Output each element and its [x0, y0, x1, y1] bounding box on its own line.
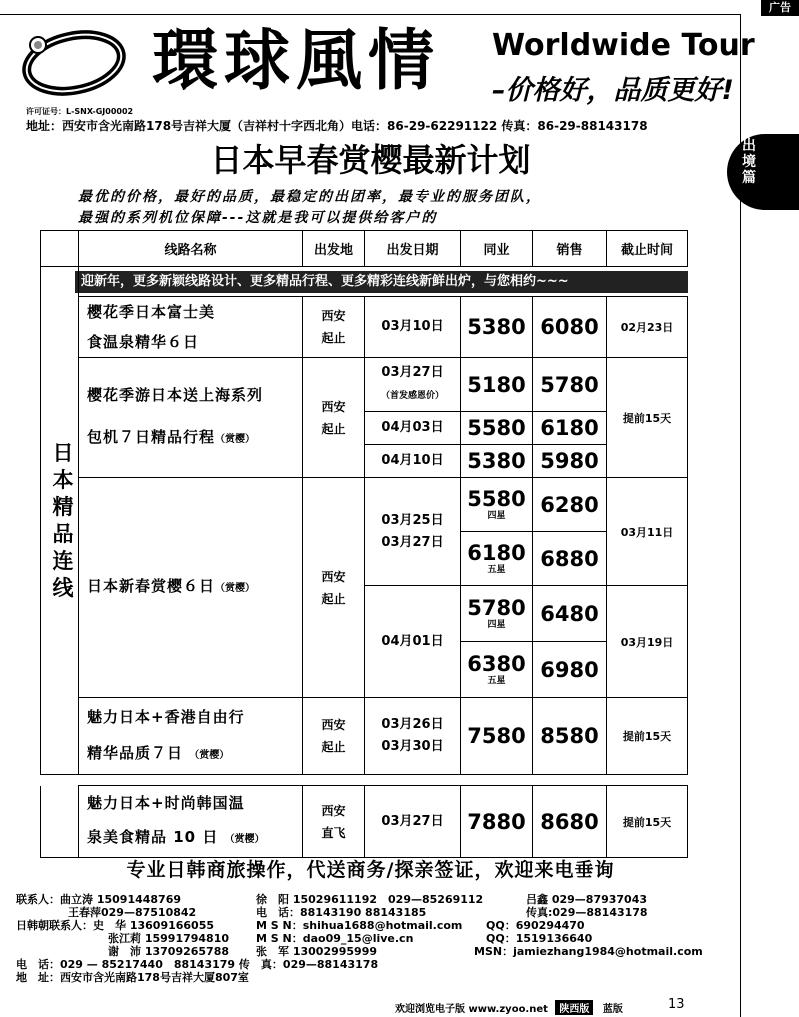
service-banner: 专业日韩商旅操作，代送商务/探亲签证，欢迎来电垂询: [126, 859, 615, 881]
brand-name-en: Worldwide Tour: [492, 28, 755, 63]
sale-price: 6980: [533, 642, 607, 698]
motto-line: 最强的系列机位保障---这就是我可以提供给客户的: [78, 210, 438, 226]
trade-price: 6180 五星: [461, 532, 533, 586]
route-name: 日本新春赏樱６日（赏樱）: [79, 478, 303, 698]
sale-price: 8680: [533, 786, 607, 858]
contact-row: 联系人：曲立涛 15091448769 徐 阳 15029611192 029—85269112 吕鑫 029—87937043: [16, 893, 648, 906]
edition-label: 蓝版: [602, 1004, 623, 1015]
sale-price: 6280: [533, 478, 607, 532]
trade-price: 6380 五星: [461, 642, 533, 698]
motto-line: 最优的价格，最好的品质，最稳定的出团率，最专业的服务团队，: [78, 189, 542, 205]
brand-slogan: –价格好，品质更好!: [492, 75, 734, 106]
sale-price: 5780: [533, 358, 607, 412]
page-number: 13: [668, 997, 685, 1012]
trade-price: 5580 四星: [461, 478, 533, 532]
departure-city: 西安 起止: [303, 358, 365, 478]
departure-city: 西安 起止: [303, 297, 365, 358]
sale-price: 5980: [533, 445, 607, 478]
hotel-star: 五星: [487, 565, 506, 575]
route-name: 樱花季游日本送上海系列 包机７日精品行程（赏樱）: [79, 358, 303, 478]
sale-price: 6180: [533, 412, 607, 445]
company-address: 地址：西安市含光南路178号吉祥大厦（吉祥村十字西北角）电话：86-29-62291122 传真：86-29-88143178: [26, 119, 648, 133]
departure-city: 西安 起止: [303, 698, 365, 775]
sale-price: 6480: [533, 586, 607, 642]
hotel-star: 四星: [487, 620, 506, 630]
trade-price: 5180: [461, 358, 533, 412]
category-cell: [41, 267, 79, 775]
sale-price: 6880: [533, 532, 607, 586]
page-title: 日本早春赏樱最新计划: [210, 141, 531, 179]
departure-date: 03月27日: [365, 786, 461, 858]
trade-price: 5580: [461, 412, 533, 445]
deadline: 03月11日: [607, 478, 688, 586]
contact-row: 王春萍029—87510842 电 话：88143190 88143185 传真:029—88143178: [68, 906, 648, 919]
deadline: 提前15天: [607, 358, 688, 478]
contact-row: 张江莉 15991794810 M S N：dao09_15@live.cn QQ：1519136640: [108, 932, 593, 945]
trade-price: 7880: [461, 786, 533, 858]
page-frame-top: [0, 14, 741, 15]
promo-ticker: 迎新年，更多新颖线路设计、更多精品行程、更多精彩连线新鲜出炉，与您相约~~~: [75, 271, 688, 293]
route-name: 樱花季日本富士美 食温泉精华６日: [79, 297, 303, 358]
route-name: 魅力日本+时尚韩国温 泉美食精品 10 日 （赏樱）: [79, 786, 303, 858]
category-label: 日本精品连线: [52, 440, 74, 600]
itinerary-table-tail: [40, 785, 688, 858]
deadline: 03月19日: [607, 586, 688, 698]
trade-price: 5780 四星: [461, 586, 533, 642]
contact-row: 谢 沛 13709265788 张 军 13002995999 MSN：jamiezhang1984@hotmail.com: [108, 945, 703, 958]
departure-date: 04月03日: [365, 412, 461, 445]
col-deadline: 截止时间: [607, 231, 688, 267]
contact-row: 电 话：029 — 85217440 88143179 传 真：029—88143178: [16, 958, 379, 971]
departure-city: 西安 直飞: [303, 786, 365, 858]
itinerary-table: [40, 230, 688, 775]
table-header-row: [41, 231, 688, 267]
col-sale-price: 销售: [533, 231, 607, 267]
departure-date: 04月01日: [365, 586, 461, 698]
col-date: 出发日期: [365, 231, 461, 267]
deadline: 提前15天: [607, 698, 688, 775]
table-row: [41, 358, 688, 412]
trade-price: 5380: [461, 297, 533, 358]
departure-date: 03月10日: [365, 297, 461, 358]
deadline: 02月23日: [607, 297, 688, 358]
table-row: [41, 297, 688, 358]
brand-name-cn: 環球風情: [152, 21, 440, 99]
section-tab-char: 出: [742, 138, 756, 154]
globe-logo-icon: [18, 27, 138, 97]
bottom-bar: [395, 1000, 623, 1015]
deadline: 提前15天: [607, 786, 688, 858]
province-tag: 陕西版: [555, 1000, 593, 1015]
contact-row: 日韩朝联系人：史 华 13609166055 M S N：shihua1688@hotmail.com QQ：690294470: [16, 919, 585, 932]
trade-price: 5380: [461, 445, 533, 478]
departure-city: 西安 起止: [303, 478, 365, 698]
departure-date: 03月26日 03月30日: [365, 698, 461, 775]
table-row: [41, 478, 688, 532]
contact-row: 地 址：西安市含光南路178号吉祥大厦807室: [16, 971, 249, 984]
ad-tag: 广告: [761, 0, 799, 16]
site-link[interactable]: 欢迎浏览电子版 www.zyoo.net: [395, 1004, 548, 1015]
table-row: [41, 698, 688, 775]
trade-price: 7580: [461, 698, 533, 775]
section-tab-char: 境: [742, 154, 756, 170]
section-tab-char: 篇: [742, 170, 756, 186]
departure-date: 03月27日 （首发感恩价）: [365, 358, 461, 412]
sale-price: 8580: [533, 698, 607, 775]
route-name: 魅力日本+香港自由行 精华品质７日 （赏樱）: [79, 698, 303, 775]
col-trade-price: 同业: [461, 231, 533, 267]
contact-block: [16, 893, 736, 984]
sale-price: 6080: [533, 297, 607, 358]
table-row: [41, 786, 688, 858]
departure-date: 04月10日: [365, 445, 461, 478]
ticker-row: [41, 267, 688, 297]
permit-number: 许可证号：L-SNX-GJ00002: [26, 107, 134, 116]
hotel-star: 五星: [487, 676, 506, 686]
departure-date: 03月25日 03月27日: [365, 478, 461, 586]
hotel-star: 四星: [487, 511, 506, 521]
col-route-name: 线路名称: [79, 231, 303, 267]
col-departure: 出发地: [303, 231, 365, 267]
